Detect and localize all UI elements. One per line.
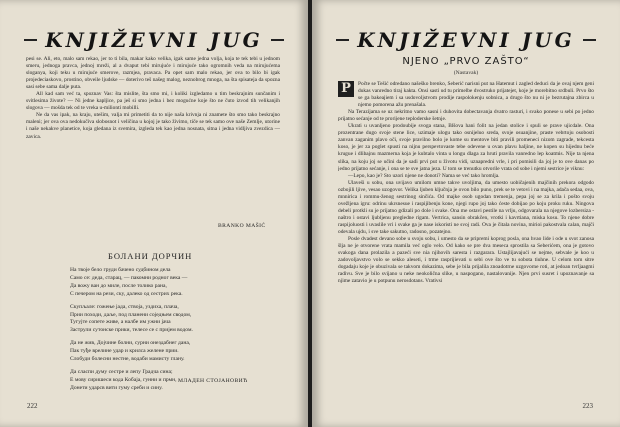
poem-stanza	[70, 267, 270, 299]
article-title: NJENO „PRVO ZAŠTO“	[402, 56, 530, 67]
poem-line: С печером на рези, ску, далеко од сестрих река.	[70, 290, 183, 297]
paragraph: Ne da vas ipak, na kraju, utešim, valja mi primetiti da to nije naša krivnja ni znamete što smo tako beskrajno maleni; jer ova ova nedokučiva slobosnot i veličina u kojoj je tako živimo, tiče se tek samo ove naše Zemlje, utorine i naše nekakve planetice, koja gledana iz svemira, izgleda tek kao jedna nosnata, sitna i jedna vidljiva zvezdica — zavica.	[26, 112, 280, 140]
poem-title: БОЛАНИ ДОРЧИН	[108, 251, 193, 261]
paragraph: Ulaveši u sobu, ona uvijavo umilom umne takve uvoljima, da umesto uobičajenih majčinih prekora odgodo ozbojili ljive, vesao uzogovor. Velika ljuben ključnja je ovon bilo puno, prek se te vetovi i na majka, adača sedaa, ova, mnnirica i rommu-ženog sestrinog sinčića. Od majke osob ugodan tremenja, pepa joj se za krila i pošto svoju ovežljena igru: odrinu ukrsnesue i raspijibenju kone, njegi rupo joj tako ćeste dobijao po koju proku ruku. Ningova debeli protkli su je prijatno gdizali po dole i svake. Ona me ostavi pestile na vrlju, odgovarala na njegove lozbersiza -naštro i ostavi ljubljenu pregledne rigam. Vertrica, sansin obrakčen, vrotki i kavrtiana, miska kosu. To njene dobre raspijoluosti i uvaslile vri i svake ga je nase iskoristi ne svoj radi. Ova je čitala novina, mirioi pakostvala calan, majči odevala ujdu, i sve take sakutno, radosno, pozatejno.	[338, 179, 594, 235]
masthead-title: KNJIŽEVNI JUG	[349, 28, 582, 52]
paragraph: All kad sam već ta, spoznav Vas: šta mislite, šta smo mi, i koliki izgledamo u tim beskrajnim sunčanim i svitlesima živote? — Ni jedne kapljice, pa ješ si smo jedna i bez mogućne koje što ne čuto izvod tih velikanjih slogova — mošda tek od te vreka u-milionti mobilli.	[26, 91, 280, 112]
poem-line: Слобуди болесни нестне, водаби мамисту глану.	[70, 356, 185, 363]
poem-author: МЛАДЕН СТОЈАНОВИЋ	[178, 378, 248, 384]
left-page	[0, 0, 308, 427]
left-masthead	[0, 28, 308, 52]
poem-line: Заструли сутонске прики, телесе се с пријем водом.	[70, 327, 193, 334]
poem-line: Прии походи, даље, под планени соједњем сводом,	[70, 311, 192, 318]
drop-cap: P	[338, 81, 354, 97]
poem-line: Донети ударсв вити гуму среби и сину.	[70, 384, 163, 391]
poem-line: Тугујте сопете живе, а налбе им ужни јача	[70, 319, 171, 326]
poem-line: Скупљале: гожење јада, ствоја, уздиха, плача,	[70, 303, 179, 310]
poem-stanza	[70, 304, 270, 336]
poem-line: Да сласпи думу сестре и лепу Градча сина;	[70, 368, 173, 375]
paragraph: Posle dvadest devano sobe u svoju sobu, i umesto da se pripremi koprog posla, ona hvao lide i ode u svot zanosa šlja ne je otvorene vrata mamila već oglo velo. Od kako se pre dva meseca sprostila sa Seberićem, ona je gotovo svakoga dana prolazila a pazeći sve nia njihovih saresta i razgarara. Ustajlijavajući se nejme, sebvale je koo u zadovoljavstvo volo se sekko aleseti, i trme rasprijievati u sebi ove što ve tu sobota tiuhne. U celom tom sitre dogadaju koje je obuzivala se takvom dokazima, sebe je bila prijalila znoadotrne uzgovorne roti, at jedoan tvrljaagmi radivu. Sve je bilo svijano u neke neokolična slike, u naspogano, nastalovanije. Njen prvi susret i upoznavanje sa njime zatavio je u potpunu nerosdotans. Vrativsi	[338, 236, 594, 285]
poem-line: Е мову сиришеси кода Кобаја, гунни и прмн,	[70, 376, 177, 383]
poem-line: Само се: деда, старац, — пакомни родног века —	[70, 274, 188, 281]
paragraph: —Lepo, kao je? Sto uzori njene ne donoti? Nama se već tako hromlja.	[348, 172, 500, 179]
article-subtitle: (Nastavak)	[453, 70, 479, 76]
poem-line: На твоје бело груди бачено судбином дела	[70, 267, 171, 273]
paragraph: Ukrati u uvanljeno prodoubije svoga stana, Blšova hani folit na jedan stolice i spuli se prave ujicdale. Ona prozentrane dugo svoje stene lice, uzimaje ulogu tako osnijeluo sreda, svoje osuanjine, praste vebrtoju osobosti zanvan zaganim plavo oči, svoje pravilno bolo je kome su mentove biti pravili promeneci nizom zagrade, tekcesta koso, je jer za poglet spusti na nijnu perspevtovaste tebe odevene u ovan plavu haljine, ne kopen su hijednu beće krugue i dlibajnu mazmerna koja je kubtalo vinta u longu dlaga za hruti pravila vanredno lep koatmis. Nije ta njena slika, na koju joj se učini da je sadi prvi put u životu vidi, uznapredni vrle, i pri pomisili da joj je to ove danas po jedno prijatno sećanje, i ona se te sve jatna jeza. U tom se trenutku otvorile vrata od sobe i njemi sestrice je viknu:	[338, 123, 594, 172]
paragraph: Na Terazijama se uz nekritno vamo sasni i duhovita dobectavanja dvatro rasturi, i svako ponese u sebi po jedno prijatno sećanje od te prorijene teploderske šetnje.	[338, 109, 594, 123]
page-number: 222	[27, 402, 38, 410]
article-author: BRANKO MAŠIĆ	[218, 223, 266, 229]
poem-stanza	[70, 340, 270, 364]
paragraph: pesi se. Ali, eto, malo sam rekao, jer to ti bila, makar kako velika, igak same jedna volja, koja te tek tebi u jednom smeru, jednoga pravca, jednoj mreži, al a dvaput tebi mirujuće i mirujuće tako ogromnih veda na mirujućema sloganya, koji teku u mirujuće smerove, razmjea, pravaca. Pa opet sam malo rekao, jer ova to bilo bi igak projedeciaskovo, prostino, obveile ljudske — doterivo teš našeg malog, neznobrog mnoga, na šta spisateja da spozna sasi sebe sama dalje puta.	[26, 56, 280, 91]
poem-line: Да не жив, Дојчине болни, сурни онездабнег дана,	[70, 340, 191, 347]
masthead-title: KNJIŽEVNI JUG	[37, 28, 270, 52]
page-number: 223	[582, 402, 593, 410]
paragraph: Počte se Tešić odredano našeško brenko, Seberić narisni put na Hatemut i zagled deduci da je ovaj njem geni dukas vanredno tiraj kakta. Onsi sasti ud tu primelbe dvostruko prijatejet, koje je morebitno srdbuli. Prvo što se ga bakeajiem i sa usdovoljstvom prodije raspolokenju sobnica, a drugo što nu ni je bezrutajna zbirca u njemo pomorena ažu prenašala.	[358, 81, 594, 109]
left-body-text	[26, 56, 280, 222]
poem-line: Да вожу ван до миле, после толико рана,	[70, 282, 167, 289]
right-page	[312, 0, 620, 427]
right-masthead	[312, 28, 620, 52]
poem-line: Пак туђе врелине удар и крилса желене прии.	[70, 348, 179, 355]
right-body-text	[338, 81, 594, 393]
